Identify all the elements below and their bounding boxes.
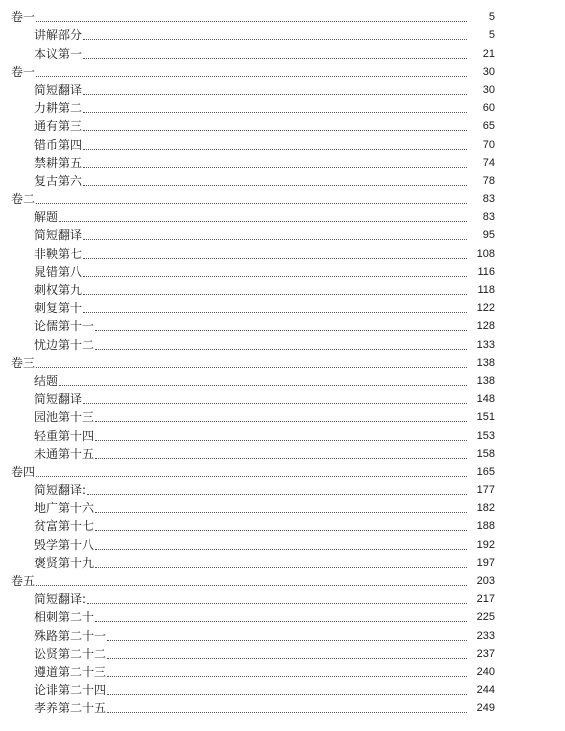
toc-page-number: 233 bbox=[476, 629, 495, 642]
toc-page-number: 148 bbox=[476, 393, 495, 406]
toc-entry-title: 通有第三 bbox=[34, 119, 83, 134]
table-of-contents bbox=[0, 6, 565, 715]
dot-leader bbox=[107, 676, 467, 677]
toc-entry-title: 论诽第二十四 bbox=[34, 683, 107, 698]
toc-page-number: 122 bbox=[476, 302, 495, 315]
toc-entry-title: 禁耕第五 bbox=[34, 155, 83, 170]
toc-entry-title: 非鞅第七 bbox=[34, 246, 83, 261]
dot-leader bbox=[83, 167, 467, 168]
toc-chapter-entry[interactable] bbox=[0, 97, 565, 115]
toc-page-number: 153 bbox=[476, 429, 495, 442]
dot-leader bbox=[36, 76, 467, 77]
toc-entry-title: 简短翻译 bbox=[34, 82, 83, 97]
dot-leader bbox=[95, 349, 467, 350]
dot-leader bbox=[83, 185, 467, 186]
toc-chapter-entry[interactable] bbox=[0, 388, 565, 406]
toc-page-number: 74 bbox=[482, 156, 495, 169]
toc-chapter-entry[interactable] bbox=[0, 115, 565, 133]
dot-leader bbox=[95, 458, 467, 459]
toc-entry-title: 卷三 bbox=[11, 355, 36, 370]
toc-entry-title: 毁学第十八 bbox=[34, 537, 95, 552]
toc-page-number: 138 bbox=[476, 356, 495, 369]
toc-chapter-entry[interactable] bbox=[0, 515, 565, 533]
toc-page-number: 244 bbox=[476, 684, 495, 697]
toc-page-number: 70 bbox=[482, 138, 495, 151]
toc-volume-entry[interactable] bbox=[0, 352, 565, 370]
toc-entry-title: 卷二 bbox=[11, 192, 36, 207]
toc-chapter-entry[interactable] bbox=[0, 133, 565, 151]
toc-page-number: 182 bbox=[476, 502, 495, 515]
dot-leader bbox=[59, 385, 467, 386]
toc-chapter-entry[interactable] bbox=[0, 406, 565, 424]
dot-leader bbox=[95, 440, 467, 441]
toc-page-number: 188 bbox=[476, 520, 495, 533]
dot-leader bbox=[95, 421, 467, 422]
toc-entry-title: 结题 bbox=[34, 373, 59, 388]
toc-entry-title: 复古第六 bbox=[34, 173, 83, 188]
dot-leader bbox=[95, 621, 467, 622]
toc-chapter-entry[interactable] bbox=[0, 242, 565, 260]
toc-page-number: 158 bbox=[476, 447, 495, 460]
toc-entry-title: 卷四 bbox=[11, 464, 36, 479]
toc-page-number: 138 bbox=[476, 374, 495, 387]
toc-chapter-entry[interactable] bbox=[0, 533, 565, 551]
toc-page-number: 5 bbox=[488, 11, 495, 24]
toc-page-number: 203 bbox=[476, 575, 495, 587]
toc-entry-title: 殊路第二十一 bbox=[34, 628, 107, 643]
toc-entry-title: 讲解部分 bbox=[34, 28, 83, 43]
dot-leader bbox=[83, 403, 467, 404]
toc-entry-title: 论儒第十一 bbox=[34, 319, 95, 334]
toc-page-number: 83 bbox=[482, 211, 495, 224]
toc-page-number: 249 bbox=[476, 702, 495, 715]
toc-page-number: 177 bbox=[476, 484, 495, 497]
toc-chapter-entry[interactable] bbox=[0, 42, 565, 60]
toc-chapter-entry[interactable] bbox=[0, 479, 565, 497]
toc-entry-title: 园池第十三 bbox=[34, 410, 95, 425]
toc-entry-title: 卷一 bbox=[11, 64, 36, 79]
toc-entry-title: 遵道第二十三 bbox=[34, 664, 107, 679]
dot-leader bbox=[83, 112, 467, 113]
toc-chapter-entry[interactable] bbox=[0, 370, 565, 388]
toc-chapter-entry[interactable] bbox=[0, 152, 565, 170]
toc-page-number: 21 bbox=[482, 47, 495, 60]
dot-leader bbox=[36, 21, 467, 22]
dot-leader bbox=[36, 203, 467, 204]
toc-chapter-entry[interactable] bbox=[0, 588, 565, 606]
toc-entry-title: 相刺第二十 bbox=[34, 610, 95, 625]
toc-entry-title: 未通第十五 bbox=[34, 446, 95, 461]
toc-entry-title: 忧边第十二 bbox=[34, 337, 95, 352]
toc-page-number: 78 bbox=[482, 174, 495, 187]
dot-leader bbox=[83, 258, 467, 259]
dot-leader bbox=[83, 312, 467, 313]
dot-leader bbox=[87, 494, 467, 495]
toc-entry-title: 错币第四 bbox=[34, 137, 83, 152]
toc-entry-title: 轻重第十四 bbox=[34, 428, 95, 443]
dot-leader bbox=[83, 94, 467, 95]
toc-volume-entry[interactable] bbox=[0, 570, 565, 588]
toc-entry-title: 刺权第九 bbox=[34, 283, 83, 297]
toc-entry-title: 简短翻译: bbox=[34, 592, 87, 607]
toc-entry-title: 晁错第八 bbox=[34, 264, 83, 279]
toc-chapter-entry[interactable] bbox=[0, 661, 565, 679]
toc-entry-title: 解题 bbox=[34, 210, 59, 225]
toc-page-number: 30 bbox=[482, 65, 495, 78]
toc-chapter-entry[interactable] bbox=[0, 315, 565, 333]
toc-page-number: 65 bbox=[482, 120, 495, 133]
toc-page-number: 30 bbox=[482, 83, 495, 96]
toc-entry-title: 孝养第二十五 bbox=[34, 701, 107, 716]
toc-chapter-entry[interactable] bbox=[0, 333, 565, 351]
toc-entry-title: 地广第十六 bbox=[34, 501, 95, 516]
toc-page-number: 217 bbox=[476, 593, 495, 606]
toc-chapter-entry[interactable] bbox=[0, 206, 565, 224]
toc-chapter-entry[interactable] bbox=[0, 24, 565, 42]
dot-leader bbox=[95, 549, 467, 550]
toc-page-number: 165 bbox=[476, 465, 495, 478]
dot-leader bbox=[107, 640, 467, 641]
toc-page-number: 237 bbox=[476, 647, 495, 660]
toc-entry-title: 力耕第二 bbox=[34, 101, 83, 116]
toc-page-number: 116 bbox=[477, 265, 495, 278]
dot-leader bbox=[59, 221, 467, 222]
toc-page-number: 133 bbox=[476, 338, 495, 351]
toc-entry-title: 贫富第十七 bbox=[34, 519, 95, 534]
dot-leader bbox=[95, 330, 467, 331]
toc-chapter-entry[interactable] bbox=[0, 170, 565, 188]
toc-entry-title: 卷五 bbox=[11, 574, 36, 588]
toc-volume-entry[interactable] bbox=[0, 6, 565, 24]
toc-page-number: 197 bbox=[476, 556, 495, 569]
toc-chapter-entry[interactable] bbox=[0, 443, 565, 461]
dot-leader bbox=[36, 476, 467, 477]
dot-leader bbox=[95, 530, 467, 531]
toc-entry-title: 刺复第十 bbox=[34, 301, 83, 316]
toc-volume-entry[interactable] bbox=[0, 461, 565, 479]
dot-leader bbox=[36, 585, 467, 586]
toc-chapter-entry[interactable] bbox=[0, 279, 565, 297]
toc-page-number: 118 bbox=[477, 284, 495, 296]
toc-page-number: 95 bbox=[482, 229, 495, 242]
toc-entry-title: 简短翻译 bbox=[34, 392, 83, 407]
toc-entry-title: 卷一 bbox=[11, 10, 36, 25]
toc-chapter-entry[interactable] bbox=[0, 224, 565, 242]
toc-page-number: 225 bbox=[476, 611, 495, 624]
toc-entry-title: 褒贤第十九 bbox=[34, 555, 95, 570]
toc-page-number: 240 bbox=[476, 665, 495, 678]
toc-page-number: 5 bbox=[488, 29, 495, 42]
toc-chapter-entry[interactable] bbox=[0, 679, 565, 697]
dot-leader bbox=[83, 39, 467, 40]
toc-page-number: 128 bbox=[476, 320, 495, 333]
toc-page-number: 60 bbox=[482, 102, 495, 115]
dot-leader bbox=[95, 567, 467, 568]
dot-leader bbox=[95, 512, 467, 513]
toc-chapter-entry[interactable] bbox=[0, 552, 565, 570]
dot-leader bbox=[36, 367, 467, 368]
toc-chapter-entry[interactable] bbox=[0, 624, 565, 642]
toc-chapter-entry[interactable] bbox=[0, 424, 565, 442]
toc-chapter-entry[interactable] bbox=[0, 643, 565, 661]
toc-chapter-entry[interactable] bbox=[0, 297, 565, 315]
toc-entry-title: 讼贤第二十二 bbox=[34, 646, 107, 661]
toc-page-number: 151 bbox=[476, 411, 495, 424]
toc-entry-title: 简短翻译 bbox=[34, 228, 83, 243]
dot-leader bbox=[83, 294, 467, 295]
toc-page-number: 83 bbox=[482, 193, 495, 206]
dot-leader bbox=[83, 130, 467, 131]
dot-leader bbox=[107, 712, 467, 713]
toc-page-number: 192 bbox=[476, 538, 495, 551]
dot-leader bbox=[83, 276, 467, 277]
toc-volume-entry[interactable] bbox=[0, 61, 565, 79]
toc-volume-entry[interactable] bbox=[0, 188, 565, 206]
dot-leader bbox=[83, 58, 467, 59]
toc-page-number: 108 bbox=[476, 247, 495, 260]
toc-chapter-entry[interactable] bbox=[0, 497, 565, 515]
toc-chapter-entry[interactable] bbox=[0, 606, 565, 624]
dot-leader bbox=[107, 658, 467, 659]
toc-entry-title: 简短翻译: bbox=[34, 483, 87, 498]
toc-chapter-entry[interactable] bbox=[0, 261, 565, 279]
toc-chapter-entry[interactable] bbox=[0, 697, 565, 715]
dot-leader bbox=[87, 603, 467, 604]
toc-chapter-entry[interactable] bbox=[0, 79, 565, 97]
toc-entry-title: 本议第一 bbox=[34, 46, 83, 61]
dot-leader bbox=[83, 149, 467, 150]
dot-leader bbox=[83, 239, 467, 240]
dot-leader bbox=[107, 694, 467, 695]
